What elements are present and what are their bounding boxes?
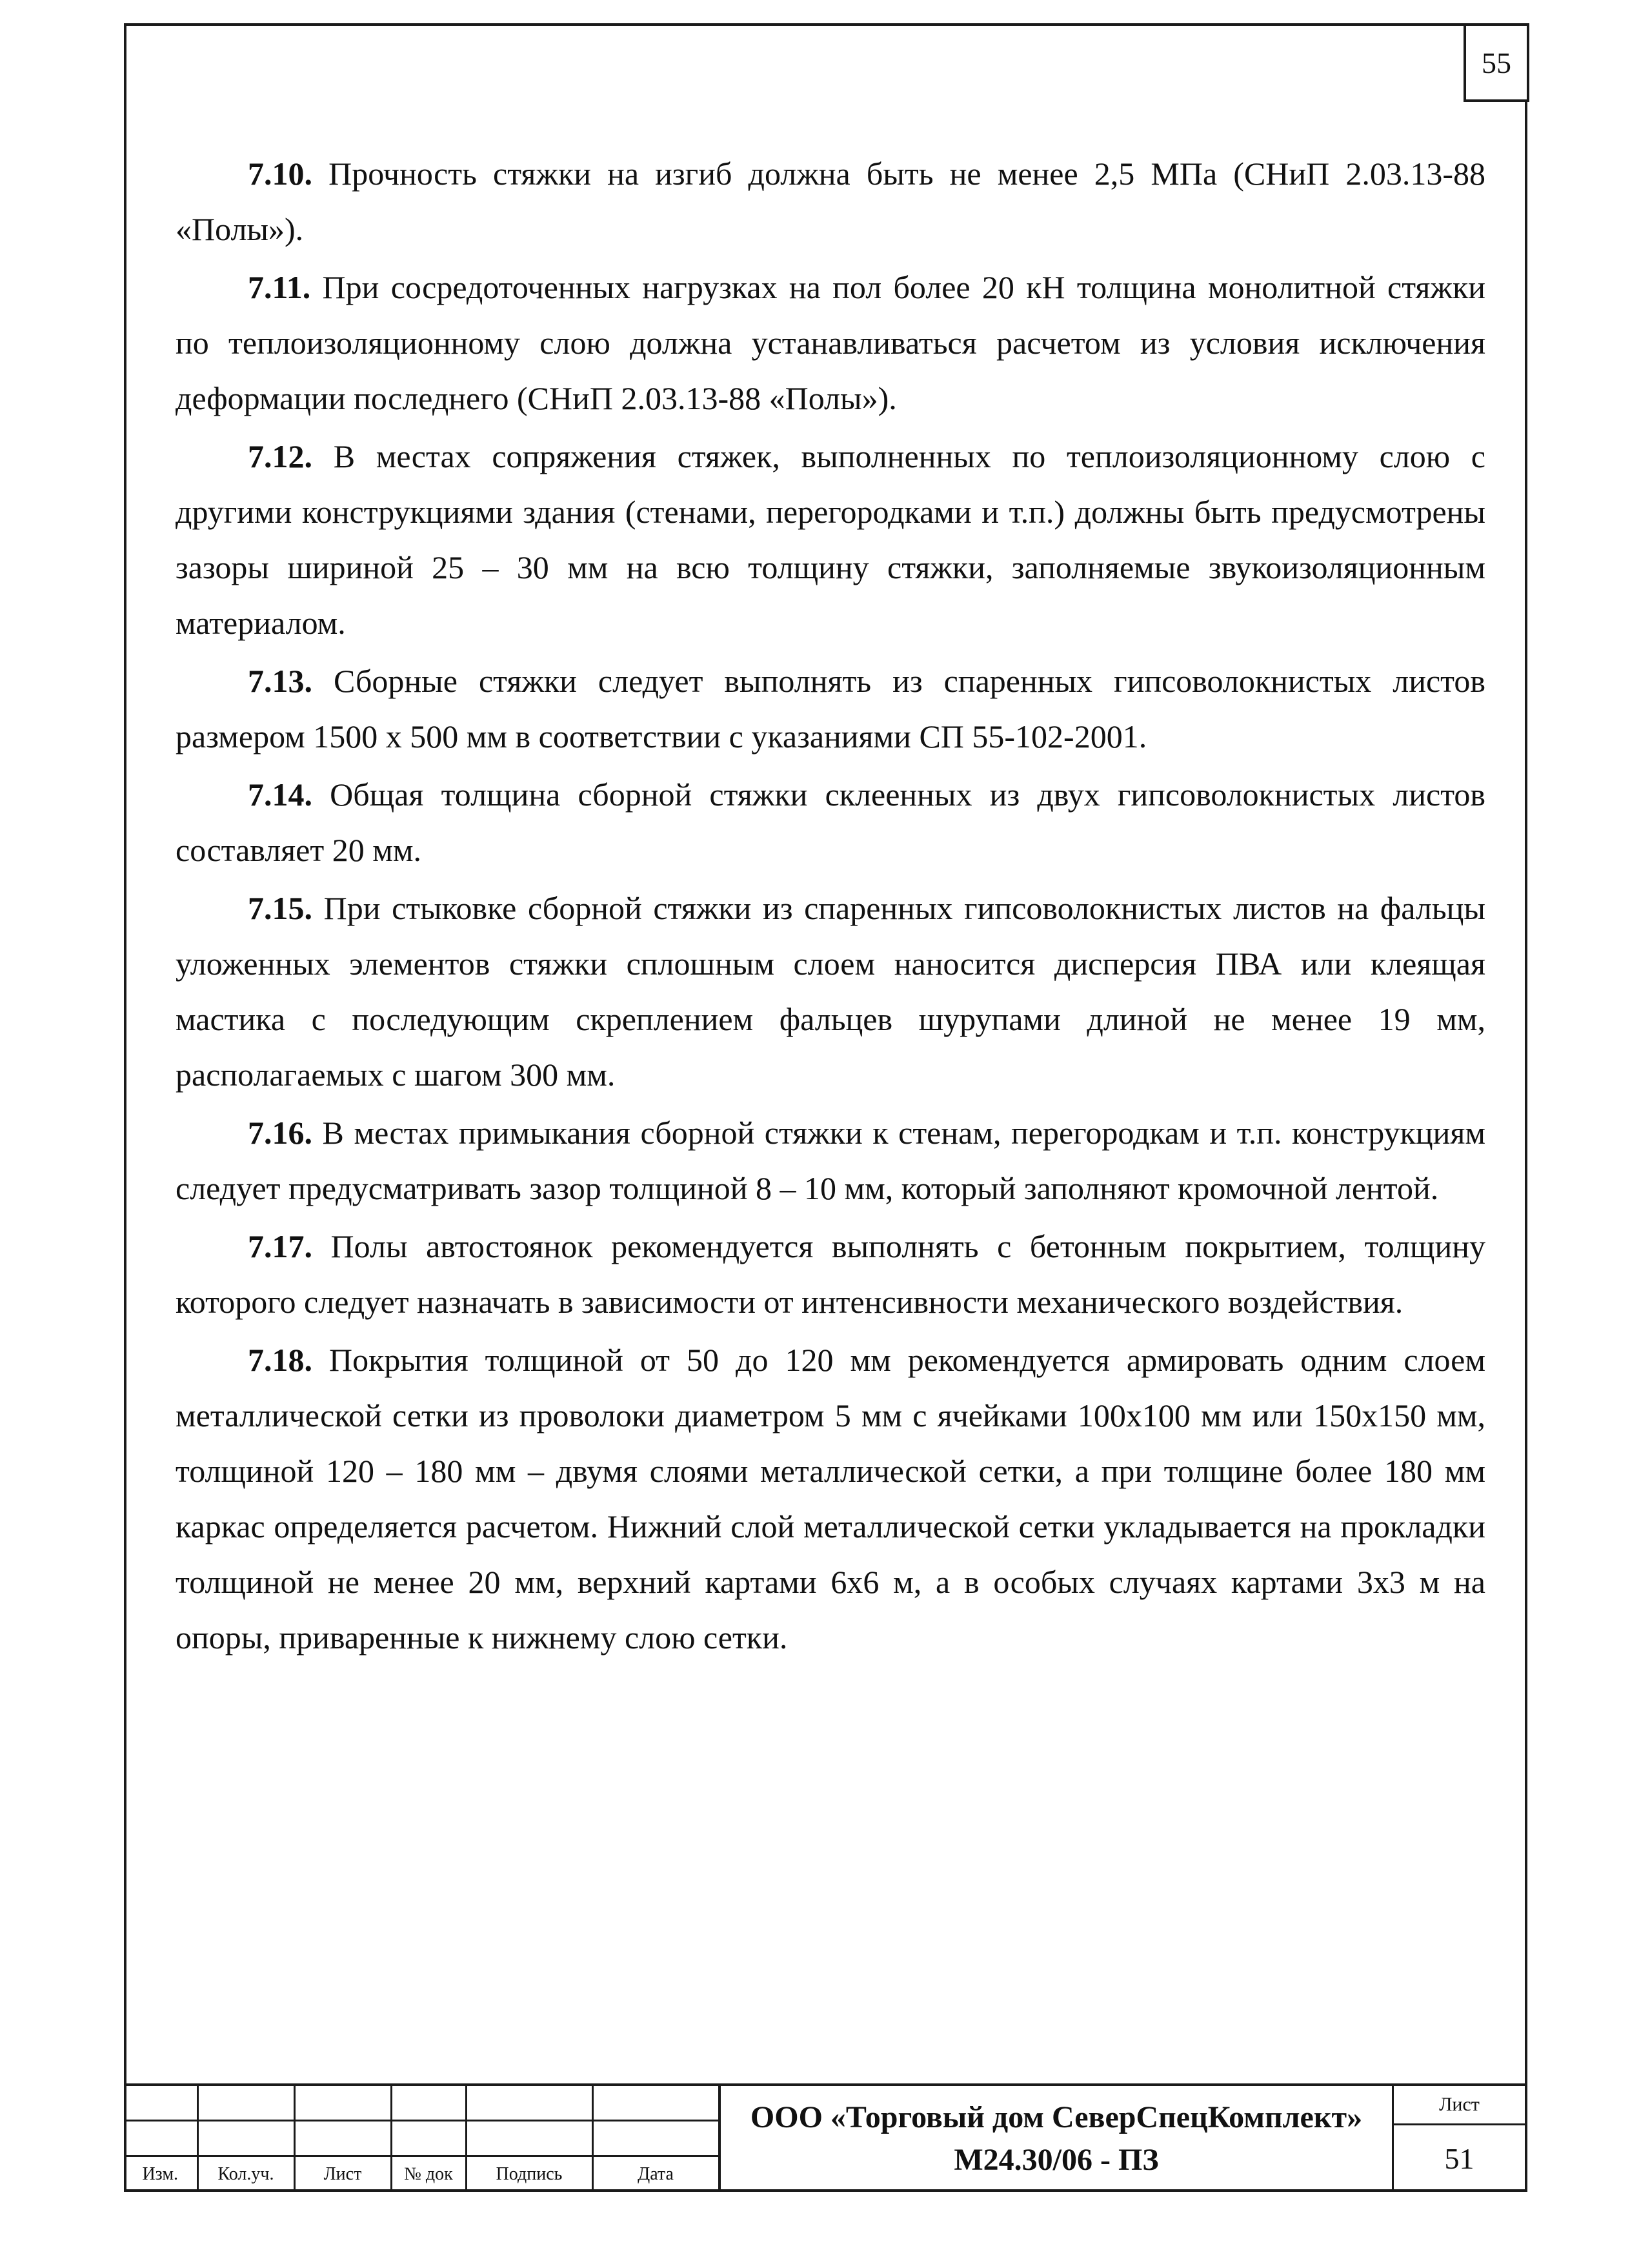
revision-table bbox=[124, 2086, 720, 2192]
paragraph-text: Прочность стяжки на изгиб должна быть не менее 2,5 МПа (СНиП 2.03.13-88 «Полы»). bbox=[176, 156, 1485, 247]
document-code: М24.30/06 - ПЗ bbox=[954, 2143, 1159, 2177]
column-header-date: Дата bbox=[592, 2156, 719, 2192]
revision-cell bbox=[592, 2121, 719, 2156]
paragraph-7-16 bbox=[176, 1105, 1485, 1216]
paragraph-7-10 bbox=[176, 146, 1485, 257]
title-block-center bbox=[719, 2086, 1394, 2192]
revision-cell bbox=[592, 2086, 719, 2121]
sheet-cell bbox=[1394, 2086, 1525, 2192]
paragraph-number: 7.16. bbox=[248, 1115, 312, 1151]
column-header-signature: Подпись bbox=[466, 2156, 592, 2192]
revision-cell bbox=[124, 2121, 197, 2156]
revision-cell bbox=[466, 2121, 592, 2156]
paragraph-number: 7.11. bbox=[248, 269, 311, 305]
revision-cell bbox=[197, 2086, 294, 2121]
paragraph-text: В местах примыкания сборной стяжки к стенам, перегородкам и т.п. конструкциям следует предусматривать зазор толщиной 8 – 10 мм, который заполняют кромочной лентой. bbox=[176, 1115, 1485, 1206]
paragraph-number: 7.18. bbox=[248, 1342, 312, 1378]
column-header-izm: Изм. bbox=[124, 2156, 197, 2192]
column-header-list: Лист bbox=[294, 2156, 391, 2192]
revision-cell bbox=[124, 2086, 197, 2121]
column-header-doc-number: № док bbox=[391, 2156, 466, 2192]
paragraph-7-15 bbox=[176, 880, 1485, 1102]
document-body bbox=[176, 146, 1485, 1668]
paragraph-text: Сборные стяжки следует выполнять из спаренных гипсоволокнистых листов размером 1500 х 500 мм в соответствии с указаниями СП 55-102-2001. bbox=[176, 663, 1485, 754]
paragraph-number: 7.12. bbox=[248, 438, 312, 474]
paragraph-number: 7.17. bbox=[248, 1228, 312, 1264]
paragraph-text: Покрытия толщиной от 50 до 120 мм рекомендуется армировать одним слоем металлической сетки из проволоки диаметром 5 мм с ячейками 100х100 мм или 150х150 мм, толщиной 120 – 180 мм – двумя слоями металлической сетки, а при толщине более 180 мм каркас определяется расчетом. Нижний слой металлической сетки укладывается на прокладки толщиной не менее 20 мм, верхний картами 6х6 м, а в особых случаях картами 3х3 м на опоры, приваренные к нижнему слою сетки. bbox=[176, 1342, 1485, 1655]
revision-cell bbox=[294, 2121, 391, 2156]
paragraph-text: При сосредоточенных нагрузках на пол более 20 кН толщина монолитной стяжки по теплоизоляционному слою должна устанавливаться расчетом из условия исключения деформации последнего (СНиП 2.03.13-88 «Полы»). bbox=[176, 269, 1485, 416]
page-number: 55 bbox=[1464, 23, 1529, 102]
paragraph-7-12 bbox=[176, 429, 1485, 651]
sheet-number: 51 bbox=[1444, 2142, 1474, 2175]
paragraph-7-13 bbox=[176, 653, 1485, 764]
revision-cell bbox=[197, 2121, 294, 2156]
paragraph-7-18 bbox=[176, 1332, 1485, 1665]
paragraph-text: В местах сопряжения стяжек, выполненных по теплоизоляционному слою с другими конструкциями здания (стенами, перегородками и т.п.) должны быть предусмотрены зазоры шириной 25 – 30 мм на всю толщину стяжки, заполняемые звукоизоляционным материалом. bbox=[176, 438, 1485, 641]
sheet-label: Лист bbox=[1394, 2086, 1525, 2125]
paragraph-text: При стыковке сборной стяжки из спаренных гипсоволокнистых листов на фальцы уложенных элементов стяжки сплошным слоем наносится дисперсия ПВА или клеящая мастика с последующим скреплением фальцев шурупами длиной не менее 19 мм, располагаемых с шагом 300 мм. bbox=[176, 890, 1485, 1093]
organization-name: ООО «Торговый дом СеверСпецКомплект» bbox=[750, 2100, 1363, 2134]
column-header-kol-uch: Кол.уч. bbox=[197, 2156, 294, 2192]
paragraph-text: Общая толщина сборной стяжки склеенных из двух гипсоволокнистых листов составляет 20 мм. bbox=[176, 776, 1485, 868]
revision-cell bbox=[391, 2086, 466, 2121]
revision-cell bbox=[391, 2121, 466, 2156]
paragraph-number: 7.13. bbox=[248, 663, 312, 699]
revision-cell bbox=[466, 2086, 592, 2121]
paragraph-number: 7.15. bbox=[248, 890, 312, 926]
paragraph-7-14 bbox=[176, 767, 1485, 878]
paragraph-text: Полы автостоянок рекомендуется выполнять с бетонным покрытием, толщину которого следует назначать в зависимости от интенсивности механического воздействия. bbox=[176, 1228, 1485, 1320]
paragraph-number: 7.10. bbox=[248, 156, 312, 192]
paragraph-7-11 bbox=[176, 259, 1485, 426]
title-block bbox=[124, 2083, 1527, 2192]
paragraph-number: 7.14. bbox=[248, 776, 312, 813]
revision-cell bbox=[294, 2086, 391, 2121]
paragraph-7-17 bbox=[176, 1219, 1485, 1330]
